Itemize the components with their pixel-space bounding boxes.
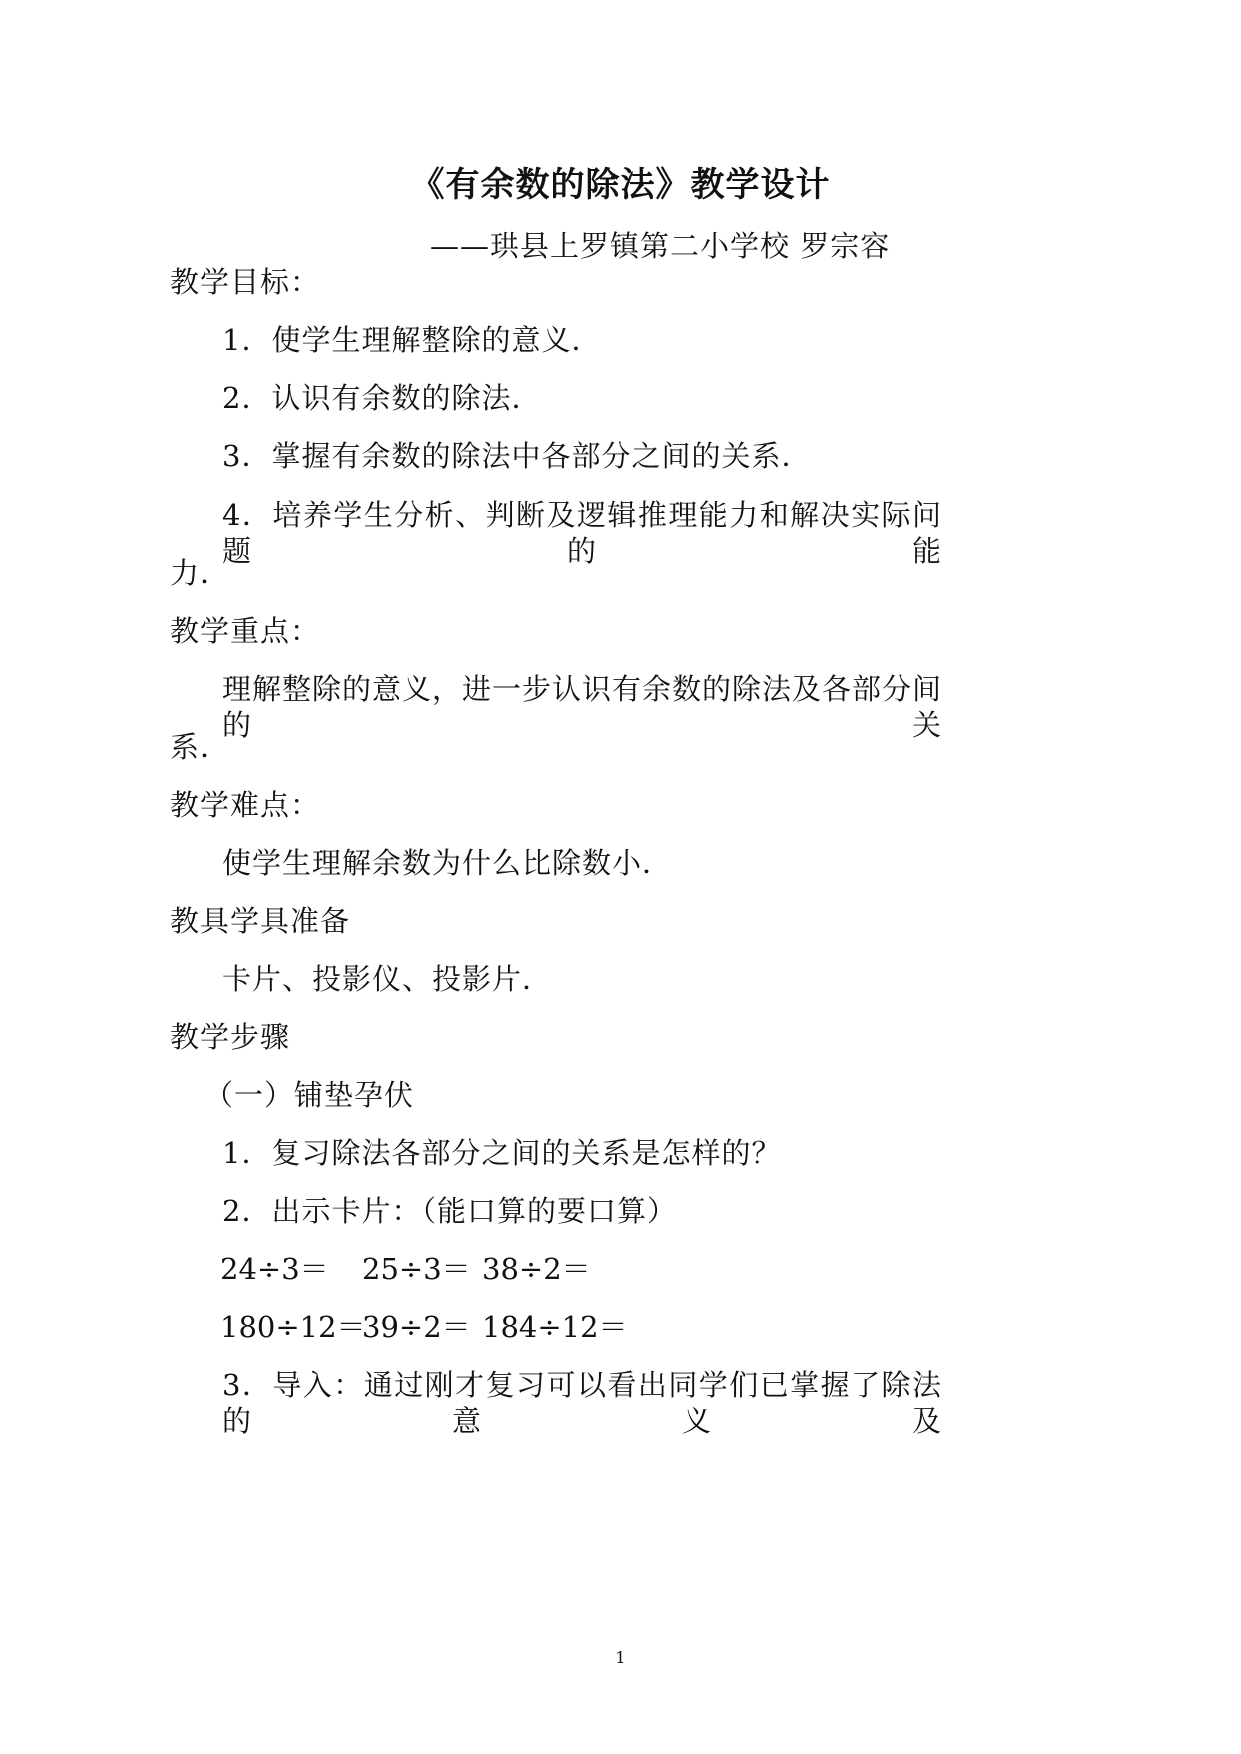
step-1-item-2: 2．出示卡片：（能口算的要口算） [222, 1194, 677, 1228]
division-expression: 24÷3＝ [220, 1252, 329, 1286]
division-expression: 184÷12＝ [482, 1310, 628, 1344]
division-expression: 25÷3＝ [362, 1252, 471, 1286]
difficult-points-heading: 教学难点： [170, 788, 321, 822]
goal-item-4-line2: 力． [170, 556, 231, 590]
page-number: 1 [615, 1648, 626, 1667]
key-points-heading: 教学重点： [170, 614, 321, 648]
goal-item-2: 2．认识有余数的除法． [222, 381, 542, 415]
difficult-points-text: 使学生理解余数为什么比除数小． [222, 846, 673, 880]
division-row-2 [0, 1309, 1241, 1345]
division-expression: 39÷2＝ [362, 1310, 471, 1344]
division-expression: 180÷12＝ [220, 1310, 366, 1344]
document-title: 《有余数的除法》教学设计 [410, 165, 831, 205]
goal-item-1: 1．使学生理解整除的意义． [222, 323, 602, 357]
division-expression: 38÷2＝ [482, 1252, 591, 1286]
step-1-item-1: 1．复习除法各部分之间的关系是怎样的？ [222, 1136, 782, 1170]
step-1-heading: （一）铺垫孕伏 [204, 1078, 415, 1112]
goal-item-3: 3．掌握有余数的除法中各部分之间的关系． [222, 439, 812, 473]
division-row-1 [0, 1251, 1241, 1287]
goal-item-4-line1: 4．培养学生分析、判断及逻辑推理能力和解决实际问题的能 [222, 498, 942, 568]
key-points-line1: 理解整除的意义，进一步认识有余数的除法及各部分间的关 [222, 672, 943, 742]
tools-heading: 教具学具准备 [170, 904, 351, 938]
goals-heading: 教学目标： [170, 265, 321, 299]
steps-heading: 教学步骤 [170, 1020, 291, 1054]
tools-text: 卡片、投影仪、投影片． [222, 962, 553, 996]
key-points-line2: 系． [170, 730, 231, 764]
step-1-item-3: 3．导入：通过刚才复习可以看出同学们已掌握了除法的意义及 [222, 1368, 942, 1438]
author-line: ——珙县上罗镇第二小学校 罗宗容 [430, 229, 891, 263]
